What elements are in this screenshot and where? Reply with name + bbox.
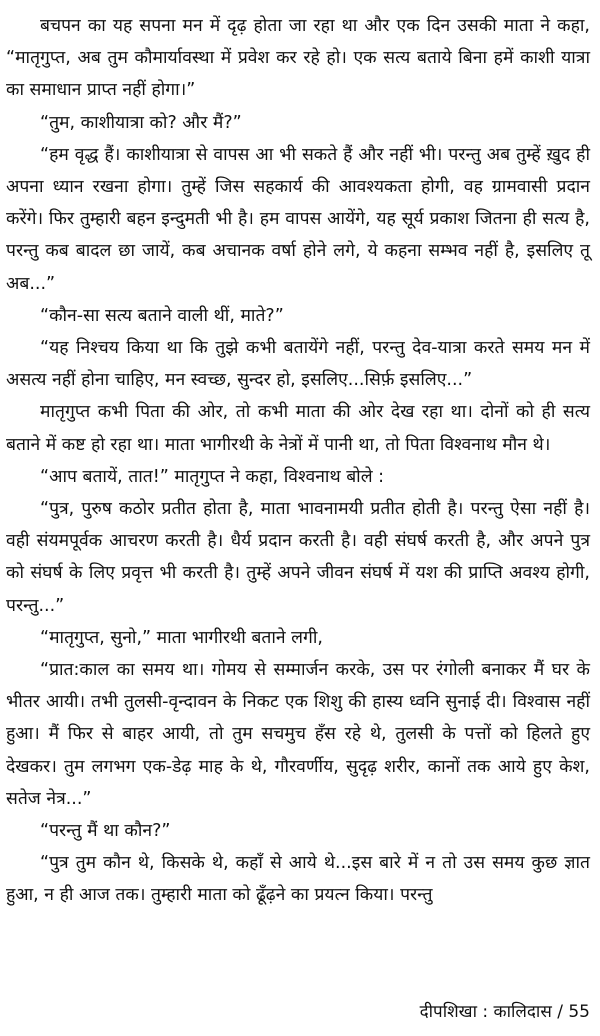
paragraph: “हम वृद्ध हैं। काशीयात्रा से वापस आ भी सकते हैं और नहीं भी। परन्तु अब तुम्हें ख़ुद ही अपना ध्यान रखना होगा। तुम्हें जिस सहकार्य की आवश्यकता होगी, वह ग्रामवासी प्रदान करेंगे। फिर तुम्हारी बहन इन्दुमती भी है। हम वापस आयेंगे, यह सूर्य प्रकाश जितना ही सत्य है, परन्तु कब बादल छा जायें, कब अचानक वर्षा होने लगे, ये कहना सम्भव नहीं है, इसलिए तू अब...”	[6, 144, 590, 294]
paragraph: मातृगुप्त कभी पिता की ओर, तो कभी माता की ओर देख रहा था। दोनों को ही सत्य बताने में कष्ट हो रहा था। माता भागीरथी के नेत्रों में पानी था, तो पिता विश्वनाथ मौन थे।	[6, 402, 590, 455]
paragraph: “यह निश्चय किया था कि तुझे कभी बतायेंगे नहीं, परन्तु देव-यात्रा करते समय मन में असत्य नहीं होना चाहिए, मन स्वच्छ, सुन्दर हो, इसलिए...सिर्फ़ इसलिए...”	[6, 338, 590, 391]
paragraph: “तुम, काशीयात्रा को? और मैं?”	[40, 112, 242, 133]
paragraph: बचपन का यह सपना मन में दृढ़ होता जा रहा था और एक दिन उसकी माता ने कहा, “मातृगुप्त, अब तुम कौमार्यावस्था में प्रवेश कर रहे हो। एक सत्य बताये बिना हमें काशी यात्रा का समाधान प्राप्त नहीं होगा।”	[6, 16, 590, 101]
paragraph: “प्रात:काल का समय था। गोमय से सम्मार्जन करके, उस पर रंगोली बनाकर मैं घर के भीतर आयी। तभी तुलसी-वृन्दावन के निकट एक शिशु की हास्य ध्वनि सुनाई दी। विश्वास नहीं हुआ। मैं फिर से बाहर आयी, तो तुम सचमुच हँस रहे थे, तुलसी के पत्तों को हिलते हुए देखकर। तुम लगभग एक-डेढ़ माह के थे, गौरवर्णीय, सुदृढ़ शरीर, कानों तक आये हुए केश, सतेज नेत्र...”	[6, 660, 590, 809]
page-footer	[420, 1000, 590, 1024]
paragraph: “कौन-सा सत्य बताने वाली थीं, माते?”	[40, 305, 284, 326]
running-title-and-page-number: दीपशिखा : कालिदास / 55	[419, 1002, 590, 1022]
paragraph: “परन्तु मैं था कौन?”	[40, 821, 171, 842]
paragraph: “मातृगुप्त, सुनो,” माता भागीरथी बताने लगी,	[40, 627, 323, 648]
paragraph: “आप बतायें, तात!” मातृगुप्त ने कहा, विश्वनाथ बोले :	[40, 466, 385, 487]
paragraph: “पुत्र, पुरुष कठोर प्रतीत होता है, माता भावनामयी प्रतीत होती है। परन्तु ऐसा नहीं है। वही संयमपूर्वक आचरण करती है। धैर्य प्रदान करती है। वही संघर्ष करती है, और अपने पुत्र को संघर्ष के लिए प्रवृत्त भी करती है। तुम्हें अपने जीवन संघर्ष में यश की प्राप्ति अवश्य होगी, परन्तु...”	[6, 499, 590, 616]
paragraph: “पुत्र तुम कौन थे, किसके थे, कहाँ से आये थे...इस बारे में न तो उस समय कुछ ज्ञात हुआ, न ही आज तक। तुम्हारी माता को ढूँढ़ने का प्रयत्न किया। परन्तु	[6, 853, 590, 906]
